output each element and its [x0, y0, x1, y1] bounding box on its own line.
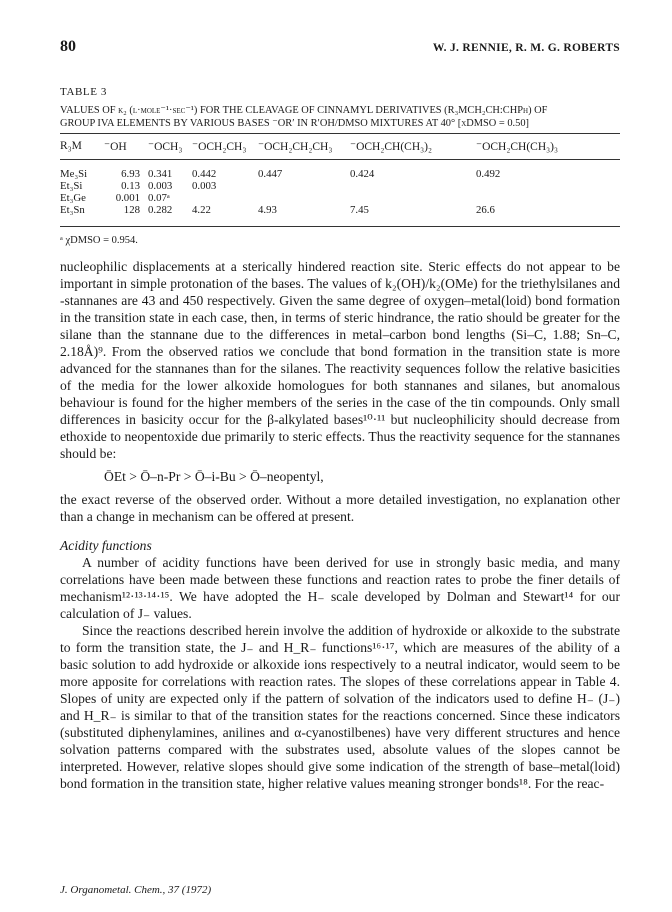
table-cell: 26.6 [476, 204, 495, 216]
table-row [60, 204, 620, 226]
table-cell: 0.282 [148, 204, 173, 216]
table-row [60, 192, 620, 204]
table-cell: 4.22 [192, 204, 211, 216]
table-bottom-rule [60, 226, 620, 227]
table-cell: 0.447 [258, 168, 283, 180]
column-header: ⁻OCH₂CH₂CH₃ [258, 141, 333, 153]
page-number: 80 [60, 38, 76, 55]
column-header: ⁻OCH₂CH(CH₃)₃ [476, 141, 558, 153]
table-row [60, 160, 620, 180]
table-cell: 0.492 [476, 168, 501, 180]
table-header-row [60, 134, 620, 160]
table-cell [350, 192, 476, 204]
table-cell: Et₃Ge [60, 192, 86, 204]
page [60, 38, 620, 896]
table-cell [258, 180, 350, 192]
reactivity-sequence: ŌEt > Ō–n-Pr > Ō–i-Bu > Ō–neopentyl, [104, 469, 324, 484]
table-caption [60, 104, 620, 130]
column-header: ⁻OH [104, 141, 127, 153]
table-caption-line2: GROUP IVA ELEMENTS BY VARIOUS BASES ⁻OR′ IN R′OH/DMSO MIXTURES AT 40° [χDMSO = 0.50] [60, 118, 529, 129]
journal-footer: J. Organometal. Chem., 37 (1972) [60, 884, 212, 896]
table-cell: 0.424 [350, 168, 375, 180]
body-paragraph-1: nucleophilic displacements at a sterically hindered reaction site. Steric effects do not appear to be important in simple protonation of the bases. The values of k₂(OH)/k₂(OMe) for the triethylsilanes and -stannanes are 43 and 450 respectively. Given the same degree of oxygen–metal(loid) bond formation in the transition state in each case, then, in terms of steric hindrance, the ratio should be greater for the silane than the stannane due to the differences in metal–carbon bond lengths (Si–C, 1.88; Sn–C, 2.18Å)⁹. From the observed ratios we conclude that bond formation in the transition state is more advanced for the stannanes than for the silanes. The reactivity sequences follow the relative basicities of the media for the lower alkoxide homologues for both stannanes and silanes, but anomalous behaviour is found for the higher members of the series in the case of the tin compounds. Only small differences in basicity occur for the β-alkylated bases¹⁰·¹¹ but nucleophilicity should decrease from ethoxide to neopentoxide due primarily to steric effects. Thus the reactivity sequence for the stannanes should be: [60, 259, 620, 461]
table-cell [476, 192, 620, 204]
table-cell [258, 192, 350, 204]
table-cell [192, 192, 258, 204]
column-header: ⁻OCH₂CH(CH₃)₂ [350, 141, 432, 153]
column-header: ⁻OCH₃ [148, 141, 183, 153]
table-cell: 0.003 [148, 180, 173, 192]
table-cell: Et₃Si [60, 180, 83, 192]
body-paragraph-4: Since the reactions described herein involve the addition of hydroxide or alkoxide to the substrate to form the transition state, the J₋ and H_R₋ functions¹⁶·¹⁷, which are measures of the ability of a basic solution to add hydroxide or alkoxide ions respectively to a neutral indicator, would seem to be more apposite for correlations with reaction rates. The slopes of these correlations appear in Table 4. Slopes of unity are expected only if the pattern of solvation of the indicators used to define H₋ (J₋) and H_R₋ is similar to that of the transition states for the reactions concerned. Since these indicators (substituted diphenylamines, anilines and α-cyanostilbenes) have very different structures and hence solvation patterns compared with the substrates used, absolute values of the slopes cannot be interpreted. However, relative slopes should give some indication of the strength of base–metal(loid) bond formation in the transition state, higher relative values meaning stronger bonds¹⁸. For the reac- [60, 623, 620, 791]
table-cell: 0.341 [148, 168, 173, 180]
table-cell: 7.45 [350, 204, 369, 216]
table-cell: 0.07ᵃ [148, 192, 170, 204]
table-cell: Me₃Si [60, 168, 88, 180]
table-cell: 0.003 [192, 180, 217, 192]
table-cell: 0.13 [121, 180, 140, 192]
column-header: R₃M [60, 140, 82, 152]
table-row [60, 180, 620, 192]
table-cell: 0.001 [115, 192, 140, 204]
table-cell: 6.93 [121, 168, 140, 180]
table-cell [476, 180, 620, 192]
body-paragraph-3: A number of acidity functions have been derived for use in strongly basic media, and many correlations have been made between these functions and reaction rates to probe the finer details of mechanism¹²·¹³·¹⁴·¹⁵. We have adopted the H₋ scale developed by Dolman and Stewart¹⁴ for our calculation of J₋ values. [60, 555, 620, 621]
data-table [60, 134, 620, 226]
page-header [60, 38, 620, 62]
table-footnote: ᵃ χDMSO = 0.954. [60, 235, 138, 246]
column-header: ⁻OCH₂CH₃ [192, 141, 247, 153]
section-heading: Acidity functions [60, 538, 152, 553]
body-paragraph-2: the exact reverse of the observed order. Without a more detailed investigation, no explanation other than a change in mechanism can be offered at present. [60, 492, 620, 524]
table-cell: 0.442 [192, 168, 217, 180]
table-cell [350, 180, 476, 192]
table-label: TABLE 3 [60, 86, 108, 98]
table-cell: 4.93 [258, 204, 277, 216]
running-head: W. J. RENNIE, R. M. G. ROBERTS [432, 42, 620, 54]
table-caption-line1: VALUES OF k₂ (l·mole⁻¹·sec⁻¹) FOR THE CLEAVAGE OF CINNAMYL DERIVATIVES (R₃MCH₂CH:CHPh) OF [60, 105, 548, 116]
table-cell: Et₃Sn [60, 204, 85, 216]
table-cell: 128 [123, 204, 140, 216]
